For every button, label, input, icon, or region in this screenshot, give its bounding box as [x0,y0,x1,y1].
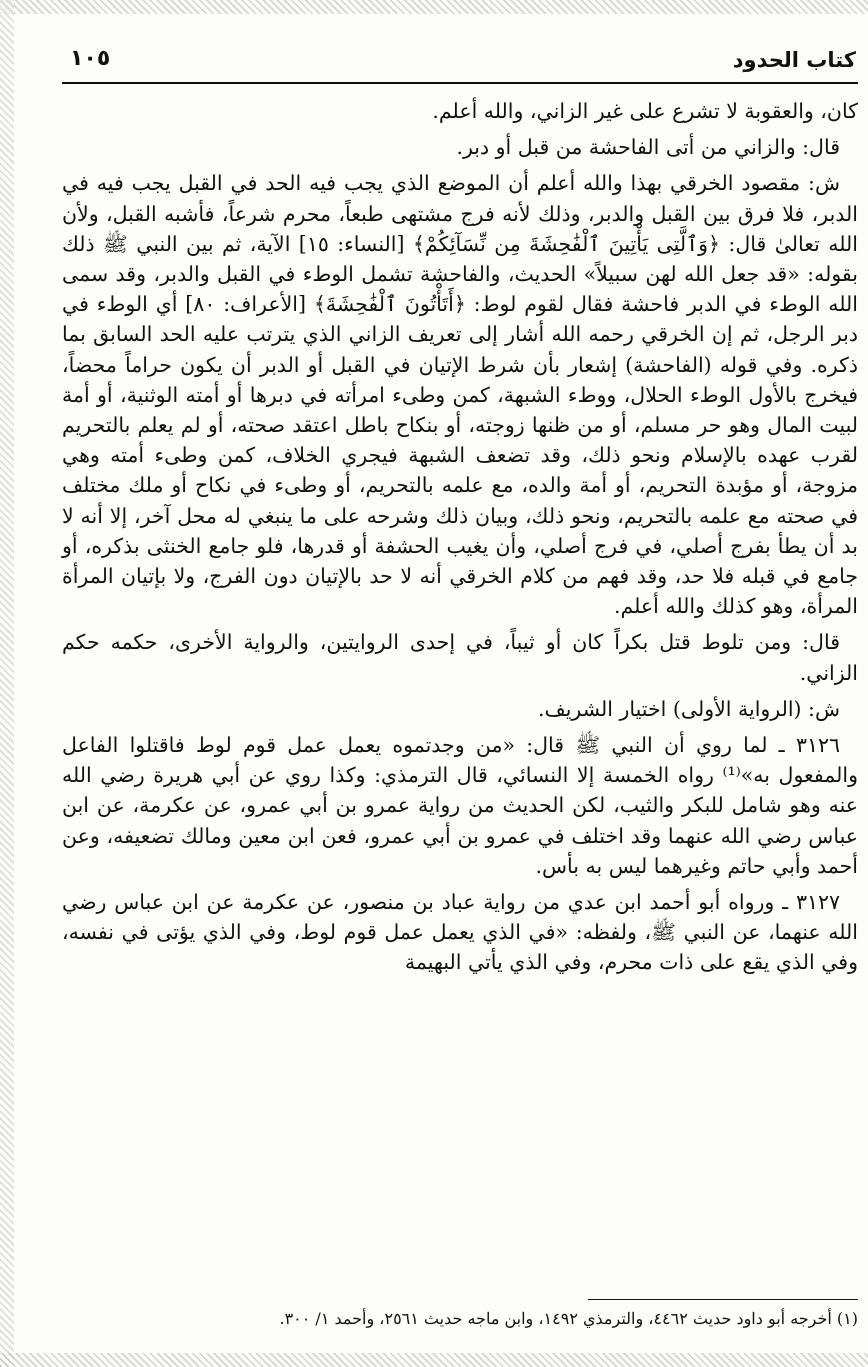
footnote-divider [588,1299,858,1300]
decorative-border-left [0,0,14,1367]
paragraph: ش: (الرواية الأولى) اختيار الشريف. [537,696,840,721]
decorative-border-bottom [0,1353,868,1367]
footnote: (١) أخرجه أبو داود حديث ٤٤٦٢، والترمذي ١٤٩٢، وابن ماجه حديث ٢٥٦١، وأحمد ١/ ٣٠٠. [279,1309,858,1328]
footnotes [62,1299,858,1330]
paragraph: كان، والعقوبة لا تشرع على غير الزاني، والله أعلم. [432,99,858,123]
paragraph: ٣١٢٦ ـ لما روي أن النبي ﷺ قال: «من وجدتموه يعمل عمل قوم لوط فاقتلوا الفاعل والمفعول به»⁽¹⁾ رواه الخمسة إلا النسائي، قال الترمذي: وكذا روي عن أبي هريرة رضي الله عنه وهو شامل للبكر والثيب، لكن الحديث من رواية عمرو بن أبي عمرو، عن عكرمة، عن ابن عباس رضي الله عنهما وقد اختلف في عمرو بن أبي عمرو، فعن ابن معين ومالك تضعيفه، وعن أحمد وأبي حاتم وغيرهما ليس به بأس. [62,733,858,878]
page-number: ١٠٥ [70,46,111,71]
running-title: كتاب الحدود [732,48,856,72]
paragraph: قال: والزاني من أتى الفاحشة من قبل أو دبر. [456,135,840,160]
page-body [62,84,858,978]
book-page [62,36,858,1346]
paragraph: ٣١٢٧ ـ ورواه أبو أحمد ابن عدي من رواية عباد بن منصور، عن عكرمة عن ابن عباس رضي الله عنهما، عن النبي ﷺ، ولفظه: «في الذي يعمل عمل قوم لوط، وفي الذي يؤتى في نفسه، وفي الذي يقع على ذات محرم، وفي الذي يأتي البهيمة [62,890,858,975]
decorative-border-top [0,0,868,14]
page-header [62,36,858,84]
paragraph: قال: ومن تلوط قتل بكراً كان أو ثيباً، في إحدى الروايتين، والرواية الأخرى، حكمه حكم الزاني. [62,630,858,685]
paragraph: ش: مقصود الخرقي بهذا والله أعلم أن الموضع الذي يجب فيه الحد في القبل يجب فيه في الدبر، فلا فرق بين القبل والدبر، وذلك لأنه فرج مشتهى طبعاً، محرم شرعاً، فأشبه القبل، ولأن الله تعالىٰ قال: ﴿وَٱلَّتِى يَأْتِينَ ٱلْفَٰحِشَةَ مِن نِّسَآئِكُمْ﴾ [النساء: ١٥] الآية، ثم بين النبي ﷺ ذلك بقوله: «قد جعل الله لهن سبيلاً» الحديث، والفاحشة تشمل الوطء في القبل والدبر، وقد سمى الله الوطء في الدبر فاحشة فقال لقوم لوط: ﴿أَتَأْتُونَ ٱلْفَٰحِشَةَ﴾ [الأعراف: ٨٠] أي الوطء في دبر الرجل، ثم إن الخرقي رحمه الله أشار إلى تعريف الزاني الذي يترتب عليه الحد السابق بما ذكره. وفي قوله (الفاحشة) إشعار بأن شرط الإتيان في القبل أو الدبر أن يكون حراماً محضاً، فيخرج بالأول الوطء الحلال، ووطء الشبهة، كمن وطىء امرأته في دبرها أو أمته الوثنية، أو أمة لبيت المال وهو حر مسلم، أو من ظنها زوجته، أو بنكاح باطل اعتقد صحته، أو لم يعلم بالتحريم لقرب عهده بالإسلام ونحو ذلك، وقد تضعف الشبهة فيجري الخلاف، كمن وطىء أمته وهي مزوجة، أو مؤبدة التحريم، أو أمة والده، مع علمه بالتحريم، أو وطىء في نكاح أو ملك مختلف في صحته مع علمه بالتحريم، ونحو ذلك، وبيان ذلك وشرحه على ما ينبغي له محل آخر، إلا أنه لا بد أن يطأ بفرج أصلي، في فرج أصلي، وأن يغيب الحشفة أو قدرها، فلو جامع الخنثى بذكره، أو جامع في قبله فلا حد، وقد فهم من كلام الخرقي أنه لا حد بالإتيان دون الفرج، ولا بإتيان المرأة المرأة، وهو كذلك والله أعلم. [62,171,858,619]
